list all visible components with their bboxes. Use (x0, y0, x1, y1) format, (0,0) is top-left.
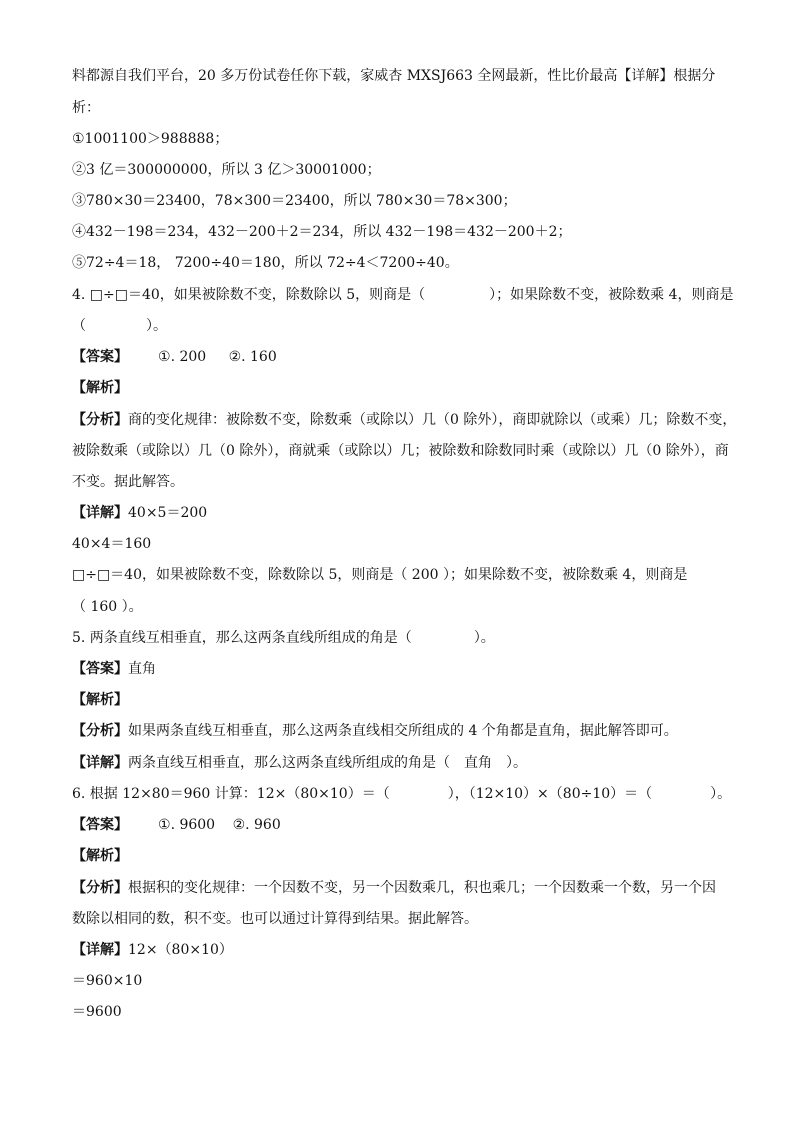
q6-fenxi-text-1: 根据积的变化规律：一个因数不变，另一个因数乘几，积也乘几；一个因数乘一个数，另一个因 (128, 880, 716, 896)
q5-fenxi-text: 如果两条直线互相垂直，那么这两条直线相交所组成的 4 个角都是直角，据此解答即可。 (128, 723, 678, 739)
comparison-3: ③780×30＝23400，78×300＝23400，所以 780×30＝78×300； (72, 193, 517, 209)
q4-fenxi-tag: 【分析】 (72, 412, 128, 428)
q5-fenxi-line (72, 721, 678, 741)
q6-jiexi-tag: 【解析】 (72, 848, 128, 864)
q4-answer-2: . 160 (241, 349, 277, 365)
q6-calc-2: ＝960×10 (72, 973, 143, 989)
q5-jiexi-tag: 【解析】 (72, 692, 128, 708)
comparison-4: ④432－198＝234，432－200＋2＝234，所以 432－198＝432－200＋2； (72, 224, 572, 240)
q4-fenxi-line-3: 不变。据此解答。 (72, 474, 184, 490)
q4-fenxi-text-1: 商的变化规律：被除数不变，除数乘（或除以）几（0 除外），商即就除以（或乘）几；除数不变， (128, 412, 737, 428)
q4-answer-row (72, 347, 277, 367)
q6-fenxi-tag: 【分析】 (72, 880, 128, 896)
q6-fenxi-line-1 (72, 878, 716, 898)
q6-answer-row (72, 815, 281, 835)
q4-question-part-d: ）。 (146, 318, 167, 334)
q6-calc-1: 12×（80×10） (128, 942, 233, 958)
q4-answer-1: . 200 (170, 349, 207, 365)
q6-question-line (72, 784, 731, 804)
q6-calc-3: ＝9600 (72, 1004, 122, 1020)
q4-answer-1-marker: ① (158, 349, 171, 365)
q4-question-line-2 (72, 316, 167, 336)
q4-xiangjie-tag: 【详解】 (72, 505, 128, 521)
q5-answer: 直角 (128, 661, 156, 677)
q5-question-part-a: 5. 两条直线互相垂直，那么这两条直线所组成的角是（ (72, 630, 412, 646)
q6-answer-2: . 960 (245, 817, 281, 833)
q5-xiangjie-tag: 【详解】 (72, 755, 128, 771)
q4-result-line-2: （ 160 ）。 (72, 599, 143, 615)
q5-fenxi-tag: 【分析】 (72, 723, 128, 739)
q6-xiangjie-tag: 【详解】 (72, 942, 128, 958)
q4-calc-2: 40×4＝160 (72, 536, 152, 552)
q6-fenxi-line-2: 数除以相同的数，积不变。也可以通过计算得到结果。据此解答。 (72, 911, 478, 927)
q5-xiangjie-line (72, 753, 527, 773)
q4-question-part-a: 4. □÷□＝40，如果被除数不变，除数除以 5，则商是（ (72, 287, 426, 303)
q4-result-line-1: □÷□＝40，如果被除数不变，除数除以 5，则商是（ 200 ）；如果除数不变，被除数乘 4，则商是 (72, 567, 688, 583)
q6-answer-2-marker: ② (232, 817, 246, 833)
q5-answer-row (72, 659, 156, 679)
q4-answer-tag: 【答案】 (72, 349, 128, 365)
q4-fenxi-line-2: 被除数乘（或除以）几（0 除外），商就乘（或除以）几；被除数和除数同时乘（或除以）几（0 除外），商 (72, 443, 729, 459)
comparison-1: ①1001100＞988888； (72, 131, 229, 147)
q4-answer-2-marker: ② (228, 349, 242, 365)
q6-answer-1: . 9600 (170, 817, 216, 833)
q4-question-part-c: （ (72, 318, 86, 334)
q4-jiexi-tag: 【解析】 (72, 380, 128, 396)
q6-question-part-b: ），（12×10）×（80÷10）＝（ (447, 786, 653, 802)
q6-answer-1-marker: ① (158, 817, 171, 833)
comparison-2: ②3 亿＝300000000，所以 3 亿＞30001000； (72, 162, 381, 178)
comparison-5: ⑤72÷4＝18， 7200÷40＝180，所以 72÷4＜7200÷40。 (72, 255, 459, 271)
q6-question-part-c: ）。 (710, 786, 732, 802)
q5-question-line (72, 628, 495, 648)
q5-answer-tag: 【答案】 (72, 661, 128, 677)
q4-xiangjie-line (72, 503, 207, 523)
intro-line-1: 料都源自我们平台，20 多万份试卷任你下载，家威杏 MXSJ663 全网最新，性比价最高【详解】根据分 (72, 68, 716, 84)
q6-xiangjie-line (72, 940, 233, 960)
q5-question-part-b: ）。 (473, 630, 495, 646)
q4-fenxi-line-1 (72, 410, 736, 430)
q6-answer-tag: 【答案】 (72, 817, 128, 833)
intro-line-2: 析： (72, 100, 100, 116)
q6-question-part-a: 6. 根据 12×80＝960 计算：12×（80×10）＝（ (72, 786, 390, 802)
q4-calc-1: 40×5＝200 (128, 505, 208, 521)
q5-xiangjie-text: 两条直线互相垂直，那么这两条直线所组成的角是（ 直角 ）。 (128, 755, 527, 771)
q4-question-part-b: ）；如果除数不变，被除数乘 4，则商是 (489, 287, 734, 303)
q4-question-line-1 (72, 285, 734, 305)
